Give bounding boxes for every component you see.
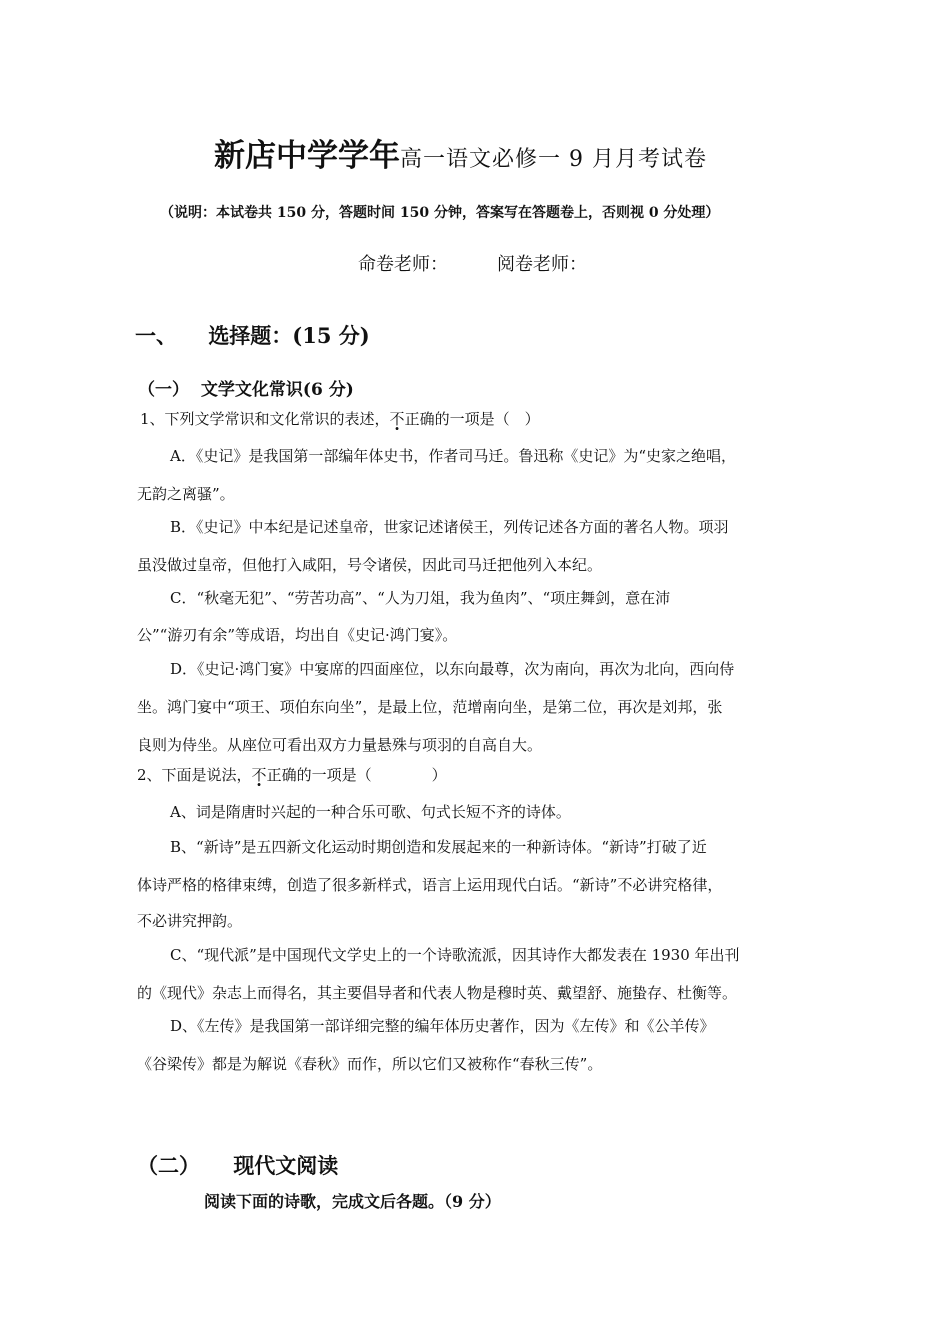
emphasis-char: 不: [251, 766, 267, 784]
title-rest-part: 高一语文必修一 9 月月考试卷: [400, 147, 707, 172]
exam-note: （说明：本试卷共 150 分，答题时间 150 分钟，答案写在答题卷上，否则视 0 分处理）: [160, 205, 720, 221]
marker-label: 阅卷老师：: [497, 254, 587, 275]
option-d-cont: 《谷梁传》都是为解说《春秋》而作，所以它们又被称作“春秋三传”。: [137, 1055, 603, 1073]
question-1-stem: [140, 409, 540, 429]
option-d-cont: 坐。鸿门宴中“项王、项伯东向坐”，是最上位，范增南向坐，是第二位，再次是刘邦，张: [137, 698, 723, 716]
option-d: D．《史记·鸿门宴》中宴席的四面座位，以东向最尊，次为南向，再次为北向，西向侍: [170, 660, 735, 678]
option-d-cont: 良则为侍坐。从座位可看出双方力量悬殊与项羽的自高自大。: [137, 736, 543, 754]
option-c: C、“现代派”是中国现代文学史上的一个诗歌流派，因其诗作大都发表在 1930 年出刊: [170, 946, 740, 964]
title-bold-part: 新店中学学年: [214, 138, 400, 174]
subsection-number: （一）: [138, 380, 189, 400]
option-b: B、“新诗”是五四新文化运动时期创造和发展起来的一种新诗体。“新诗”打破了近: [170, 838, 707, 856]
subsection-title: 现代文阅读: [233, 1154, 339, 1178]
section-title: 选择题：(15 分): [208, 323, 370, 348]
option-b-cont: 不必讲究押韵。: [137, 912, 243, 930]
subsection-heading-2: [137, 1150, 338, 1180]
subsection-title: 文学文化常识(6 分): [200, 380, 354, 400]
option-c-cont: 公”“游刃有余”等成语，均出自《史记·鸿门宴》。: [137, 626, 458, 644]
option-a: A、词是隋唐时兴起的一种合乐可歌、句式长短不齐的诗体。: [170, 803, 571, 821]
stem-text: 正确的一项是（ ）: [404, 410, 540, 428]
emphasis-char: 不: [389, 410, 405, 428]
reading-instruction: 阅读下面的诗歌，完成文后各题。（9 分）: [204, 1192, 501, 1211]
stem-text: 2、下面是说法，: [137, 766, 252, 784]
option-a-cont: 无韵之离骚”。: [137, 485, 235, 503]
section-number: 一、: [135, 323, 177, 348]
subsection-number: （二）: [137, 1154, 200, 1178]
option-d: D、《左传》是我国第一部详细完整的编年体历史著作，因为《左传》和《公羊传》: [170, 1017, 715, 1035]
option-c-cont: 的《现代》杂志上而得名，其主要倡导者和代表人物是穆时英、戴望舒、施蛰存、杜衡等。: [137, 984, 738, 1002]
option-b: B．《史记》中本纪是记述皇帝，世家记述诸侯王，列传记述各方面的著名人物。项羽: [170, 518, 729, 536]
subsection-heading: [138, 375, 354, 400]
question-2-stem: [137, 765, 447, 785]
option-a: A．《史记》是我国第一部编年体史书，作者司马迁。鲁迅称《史记》为“史家之绝唱，: [170, 447, 737, 465]
stem-text: 1、下列文学常识和文化常识的表述，: [140, 410, 390, 428]
option-b-cont: 体诗严格的格律束缚，创造了很多新样式，语言上运用现代白话。“新诗”不必讲究格律，: [137, 876, 723, 894]
stem-text: 正确的一项是（ ）: [266, 766, 447, 784]
setter-label: 命卷老师：: [358, 254, 448, 275]
option-c: C．“秋毫无犯”、“劳苦功高”、“人为刀俎，我为鱼肉”、“项庄舞剑，意在沛: [170, 589, 671, 607]
page-title: [214, 130, 707, 175]
option-b-cont: 虽没做过皇帝，但他打入咸阳，号令诸侯，因此司马迁把他列入本纪。: [137, 556, 603, 574]
section-heading: [135, 320, 370, 350]
